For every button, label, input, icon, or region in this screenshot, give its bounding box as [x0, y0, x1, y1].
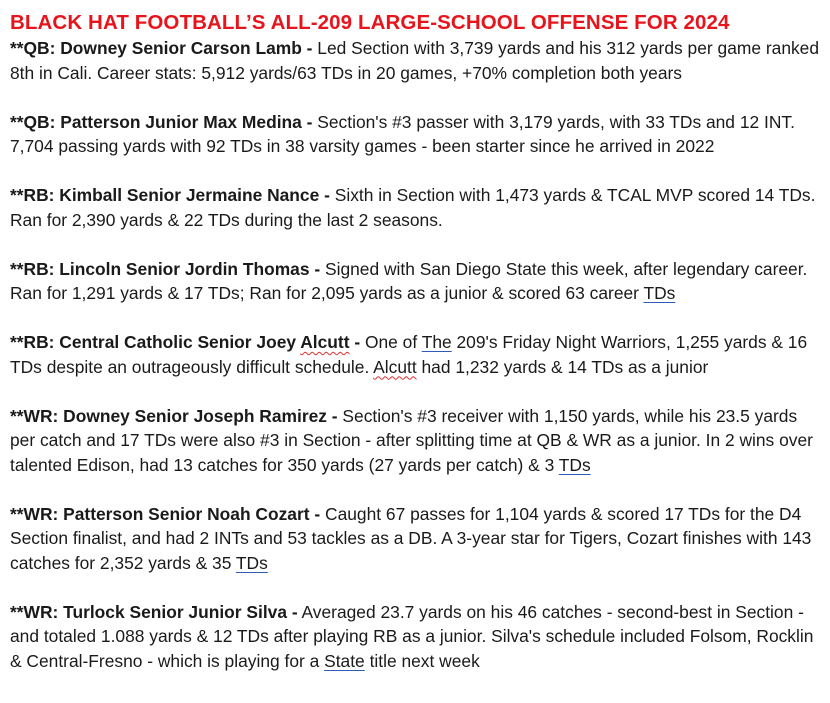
player-heading: **QB: Patterson Junior Max Medina -: [10, 111, 313, 132]
player-heading: **RB: Lincoln Senior Jordin Thomas -: [10, 258, 321, 279]
player-entry-qb-lamb: [10, 36, 825, 85]
spellcheck-flagged-word[interactable]: Alcutt: [300, 332, 350, 352]
player-heading: **WR: Patterson Senior Noah Cozart -: [10, 503, 321, 524]
player-description: had 1,232 yards & 14 TDs as a junior: [416, 356, 709, 377]
player-heading-part: **RB: Central Catholic Senior Joey: [10, 332, 301, 352]
player-entry-wr-cozart: [10, 502, 825, 576]
hyperlink-tds[interactable]: TDs: [235, 552, 268, 573]
hyperlink-state[interactable]: State: [324, 650, 365, 671]
player-heading: **WR: Downey Senior Joseph Ramirez -: [10, 405, 338, 426]
player-description: Led Section with 3,739 yards and his 312 yards per game ranked 8th in Cali. Career stats: 5,912 yards/63 TDs in 20 games, +70% completion both years: [10, 38, 820, 83]
player-heading-part: -: [349, 332, 361, 352]
player-heading: **WR: Turlock Senior Junior Silva -: [10, 601, 298, 622]
article-title: BLACK HAT FOOTBALL’S ALL-209 LARGE-SCHOOL OFFENSE FOR 2024: [10, 11, 730, 34]
player-description: One of: [360, 332, 422, 352]
player-description: Signed with San Diego State this week, after legendary career. Ran for 1,291 yards & 17 TDs; Ran for 2,095 yards as a junior & scored 63 career: [10, 258, 808, 303]
player-description: Caught 67 passes for 1,104 yards & scored 17 TDs for the D4 Section finalist, and had 2 INTs and 53 tackles as a DB. A 3-year star for Tigers, Cozart finishes with 143 catches for 2,352 yards & 35: [10, 503, 812, 573]
player-description: 209's Friday Night Warriors, 1,255 yards & 16 TDs despite an outrageously difficult schedule.: [10, 332, 808, 377]
player-description: Sixth in Section with 1,473 yards & TCAL MVP scored 14 TDs. Ran for 2,390 yards & 22 TDs during the last 2 seasons.: [10, 185, 816, 230]
player-entry-qb-medina: [10, 110, 825, 159]
player-entry-wr-ramirez: [10, 404, 825, 478]
player-entry-wr-silva: [10, 600, 825, 674]
player-entry-rb-alcutt: [10, 330, 825, 379]
player-heading: **RB: Kimball Senior Jermaine Nance -: [10, 185, 330, 205]
hyperlink-tds[interactable]: TDs: [558, 454, 591, 475]
document-page: [10, 10, 825, 698]
hyperlink-tds[interactable]: TDs: [643, 283, 676, 303]
player-heading: [10, 332, 360, 352]
player-description: Averaged 23.7 yards on his 46 catches - second-best in Section - and totaled 1.088 yards & 12 TDs after playing RB as a junior. Silva's schedule included Folsom, Rocklin & Central-Fresno - which is playing for a: [10, 601, 814, 671]
player-description: Section's #3 passer with 3,179 yards, with 33 TDs and 12 INT. 7,704 passing yards with 92 TDs in 38 varsity games - been starter since he arrived in 2022: [10, 111, 795, 156]
spellcheck-flagged-word[interactable]: Alcutt: [373, 356, 417, 377]
player-entry-rb-thomas: [10, 257, 825, 306]
player-description: title next week: [364, 650, 480, 671]
player-entry-rb-nance: [10, 183, 825, 232]
player-heading: **QB: Downey Senior Carson Lamb -: [10, 38, 313, 58]
player-description: Section's #3 receiver with 1,150 yards, while his 23.5 yards per catch and 17 TDs were also #3 in Section - after splitting time at QB & WR as a junior. In 2 wins over talented Edison, had 13 catches for 350 yards (27 yards per catch) & 3: [10, 405, 813, 475]
hyperlink-the[interactable]: The: [421, 332, 452, 352]
